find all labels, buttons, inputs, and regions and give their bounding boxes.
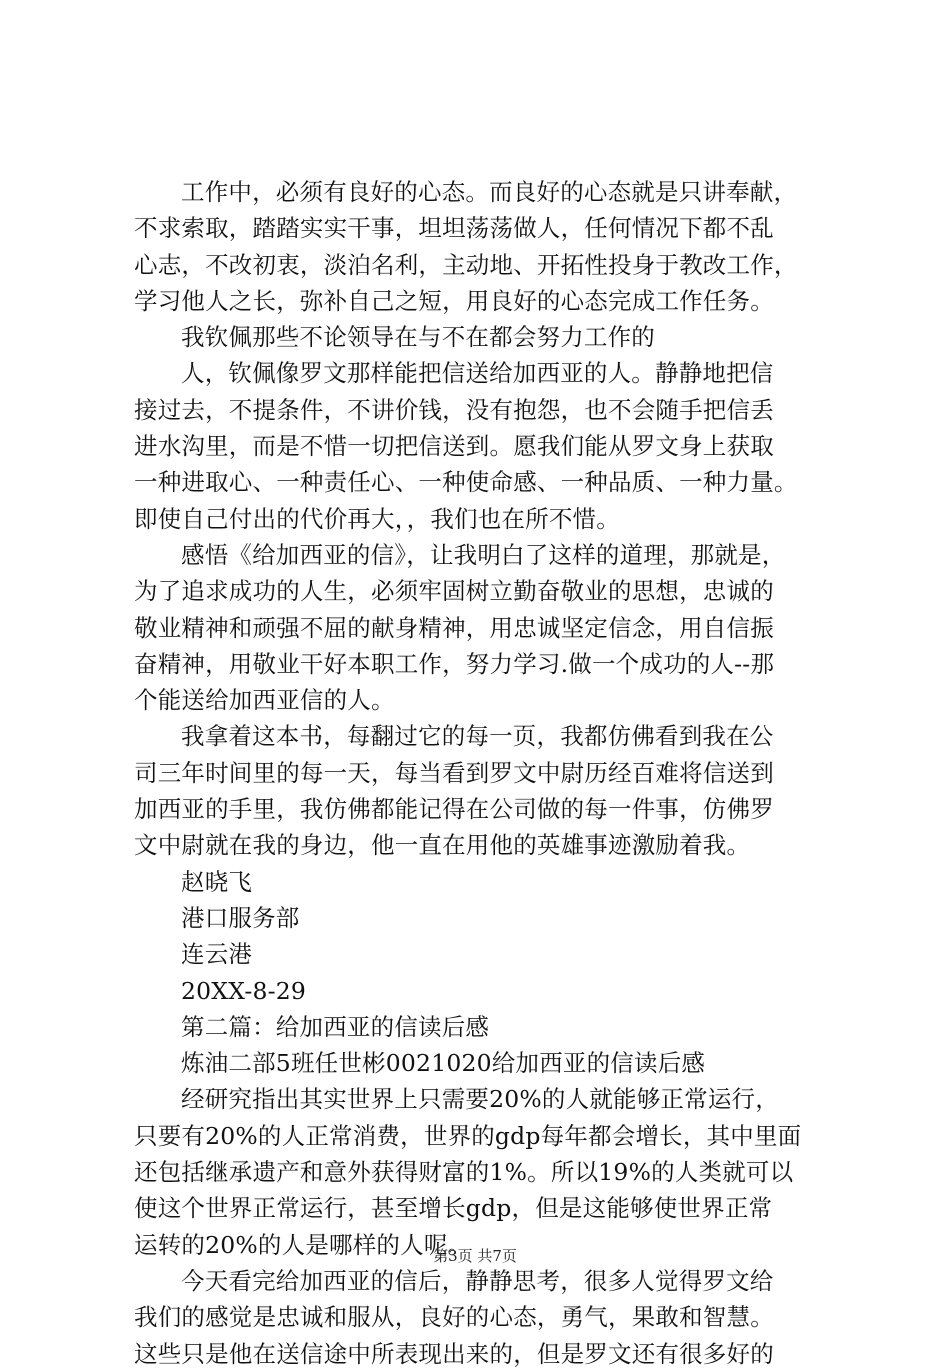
page-footer — [0, 1246, 950, 1266]
paragraph-line: 这些只是他在送信途中所表现出来的，但是罗文还有很多好的 — [134, 1339, 774, 1368]
page-number: 第3页 共7页 — [433, 1247, 517, 1265]
paragraph-line: 加西亚的手里，我仿佛都能记得在公司做的每一件事，仿佛罗 — [134, 795, 774, 824]
paragraph-line: 个能送给加西亚信的人。 — [134, 686, 395, 715]
section-heading: 第二篇：给加西亚的信读后感 — [181, 1012, 490, 1041]
document-date: 20XX-8-29 — [181, 976, 307, 1005]
section-subheading: 炼油二部5班任世彬0021020给加西亚的信读后感 — [181, 1049, 706, 1078]
paragraph-line: 运转的20%的人是哪样的人呢。 — [134, 1230, 472, 1259]
paragraph-line: 人，钦佩像罗文那样能把信送给加西亚的人。静静地把信 — [181, 359, 774, 388]
paragraph-line: 经研究指出其实世界上只需要20%的人就能够正常运行， — [181, 1085, 779, 1114]
author-department: 港口服务部 — [181, 903, 300, 932]
paragraph-line: 使这个世界正常运行，甚至增长gdp，但是这能够使世界正常 — [134, 1194, 773, 1223]
paragraph-line: 心志，不改初衷，淡泊名利，主动地、开拓性投身于教改工作， — [134, 250, 798, 279]
paragraph-line: 接过去，不提条件，不讲价钱，没有抱怨，也不会随手把信丢 — [134, 395, 774, 424]
paragraph-line: 今天看完给加西亚的信后，静静思考，很多人觉得罗文给 — [181, 1266, 774, 1295]
paragraph-line: 司三年时间里的每一天，每当看到罗文中尉历经百难将信送到 — [134, 758, 774, 787]
paragraph-line: 即使自己付出的代价再大，，我们也在所不惜。 — [134, 504, 620, 533]
paragraph-line: 我们的感觉是忠诚和服从，良好的心态，勇气，果敢和智慧。 — [134, 1303, 774, 1332]
paragraph-line: 一种进取心、一种责任心、一种使命感、一种品质、一种力量。 — [134, 468, 798, 497]
author-name: 赵晓飞 — [181, 867, 253, 896]
paragraph-line: 为了追求成功的人生，必须牢固树立勤奋敬业的思想，忠诚的 — [134, 577, 774, 606]
paragraph-line: 进水沟里，而是不惜一切把信送到。愿我们能从罗文身上获取 — [134, 432, 774, 461]
paragraph-line: 文中尉就在我的身边，他一直在用他的英雄事迹激励着我。 — [134, 831, 751, 860]
paragraph-line: 还包括继承遗产和意外获得财富的1%。所以19%的人类就可以 — [134, 1158, 794, 1187]
paragraph-line: 只要有20%的人正常消费，世界的gdp每年都会增长，其中里面 — [134, 1121, 802, 1150]
paragraph-line: 奋精神，用敬业干好本职工作，努力学习.做一个成功的人--那 — [134, 649, 775, 678]
paragraph-line: 我钦佩那些不论领导在与不在都会努力工作的 — [181, 323, 655, 352]
paragraph-line: 感悟《给加西亚的信》，让我明白了这样的道理，那就是， — [181, 540, 786, 569]
paragraph-line: 工作中，必须有良好的心态。而良好的心态就是只讲奉献， — [181, 178, 798, 206]
paragraph-line: 敬业精神和顽强不屈的献身精神，用忠诚坚定信念，用自信振 — [134, 613, 774, 642]
author-location: 连云港 — [181, 940, 253, 969]
paragraph-line: 不求索取，踏踏实实干事，坦坦荡荡做人，任何情况下都不乱 — [134, 214, 774, 243]
document-body — [134, 174, 834, 1372]
paragraph-line: 我拿着这本书，每翻过它的每一页，我都仿佛看到我在公 — [181, 722, 774, 751]
paragraph-line: 学习他人之长，弥补自己之短，用良好的心态完成工作任务。 — [134, 286, 774, 315]
